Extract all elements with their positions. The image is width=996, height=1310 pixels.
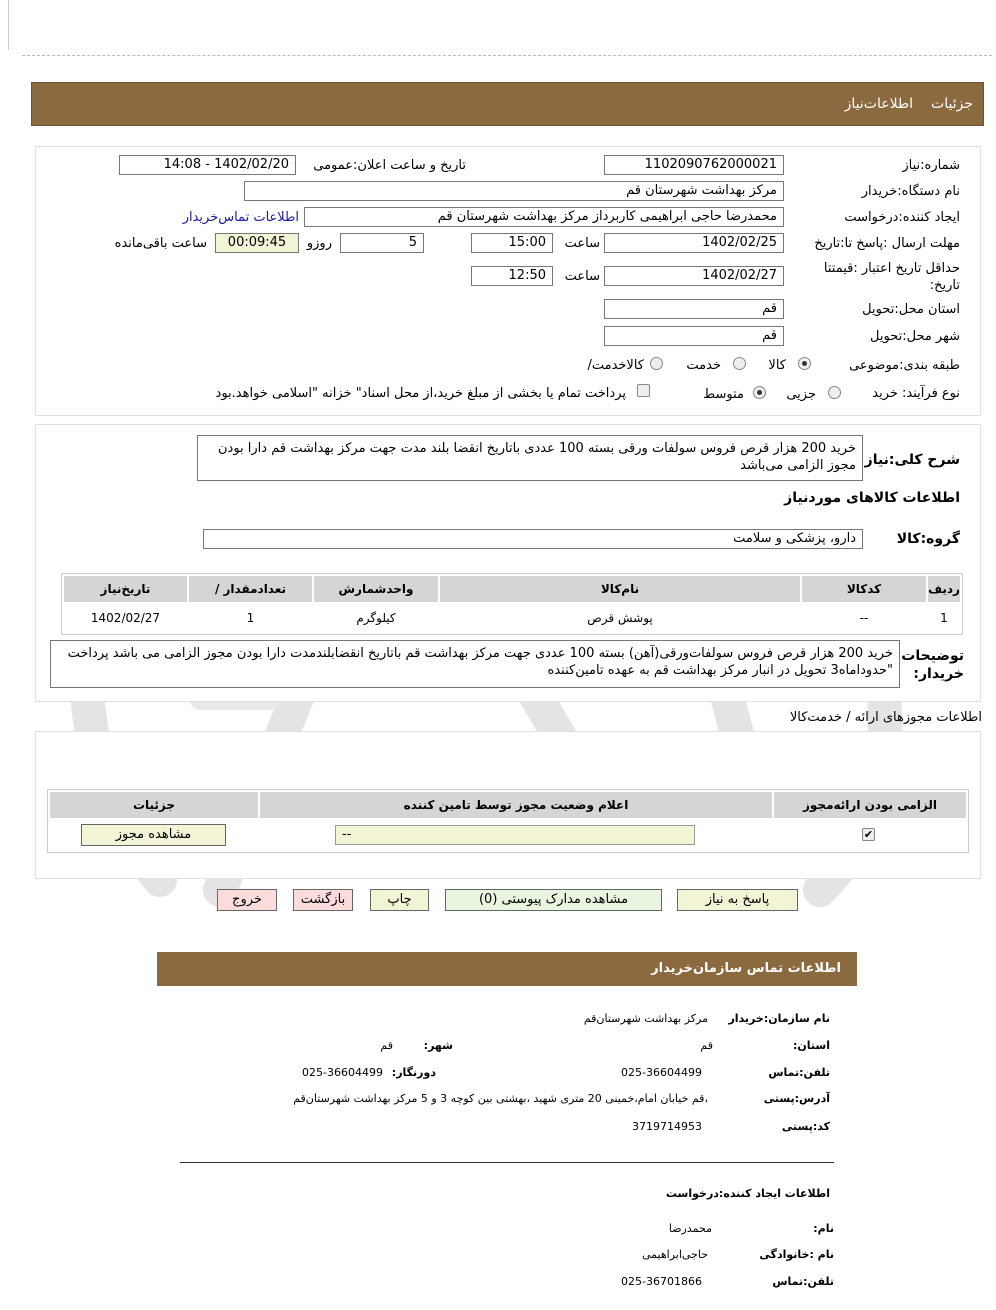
creator-name-value: محمدرضا bbox=[668, 1222, 712, 1235]
view-permit-button[interactable]: مشاهده مجوز bbox=[81, 824, 226, 846]
permit-required-checkbox: ✔ bbox=[863, 828, 874, 841]
validity-label-1: حداقل تاریخ اعتبار :قیمتتا bbox=[823, 261, 960, 276]
buyer-label: نام دستگاه:خریدار bbox=[861, 184, 960, 199]
creator-field: محمدرضا حاجی ابراهیمی کاربرداز مرکز بهداشت شهرستان قم bbox=[304, 207, 784, 227]
payment-checkbox[interactable] bbox=[637, 384, 650, 397]
cell-unit: کیلوگرم bbox=[356, 611, 396, 625]
print-button[interactable]: چاپ bbox=[370, 889, 429, 911]
process-medium-label: متوسط bbox=[703, 387, 744, 402]
creator-name-label: :نام bbox=[813, 1222, 834, 1235]
attachments-button[interactable]: مشاهده مدارک پیوستی (0) bbox=[445, 889, 662, 911]
tab-need-info[interactable]: اطلاعات‌نیاز bbox=[844, 96, 913, 112]
contact-fax-value: 025-36604499 bbox=[302, 1066, 383, 1079]
contact-postal-value: 3719714953 bbox=[632, 1120, 702, 1133]
summary-box: خرید 200 هزار قرص فروس سولفات ورقی بسته 100 عددی باتاریخ انقضا بلند مدت جهت مرکز بهداشت قم دارا بودن مجوز الزامی می‌باشد bbox=[197, 435, 863, 481]
announce-field: 1402/02/20 - 14:08 bbox=[119, 155, 296, 175]
header-bar bbox=[31, 82, 984, 126]
creator-family-value: حاجی‌ابراهیمی bbox=[641, 1248, 708, 1261]
contact-address-value: ،قم خیابان امام،خمینی 20 متری شهید ،بهشتی بین کوچه 3 و 5 مرکز بهداشت شهرستان‌قم bbox=[293, 1092, 708, 1105]
deadline-time-field: 15:00 bbox=[471, 233, 553, 253]
contact-phone-label: تلفن:تماس bbox=[768, 1066, 830, 1079]
category-service-radio[interactable] bbox=[733, 357, 746, 370]
group-field: دارو، پزشکی و سلامت bbox=[203, 529, 863, 549]
deadline-label: مهلت ارسال :پاسخ تا:تاریخ bbox=[814, 236, 960, 251]
col-permit-required: الزامی بودن ارائه‌مجوز bbox=[774, 792, 966, 818]
city-label: شهر محل:تحویل bbox=[870, 329, 960, 344]
col-qty: / تعدادمقدار bbox=[189, 576, 312, 602]
goods-info-title: اطلاعات کالاهای موردنیاز bbox=[784, 490, 960, 506]
permit-status-field: -- bbox=[335, 825, 695, 845]
category-service-label: خدمت bbox=[686, 358, 721, 373]
creator-label: ایجاد کننده:درخواست bbox=[844, 210, 960, 225]
creator-info-title: اطلاعات ایجاد کننده:درخواست bbox=[665, 1187, 830, 1200]
process-minor-label: جزیی bbox=[786, 387, 816, 402]
contact-city-value: قم bbox=[380, 1039, 393, 1052]
cell-row: 1 bbox=[940, 611, 948, 625]
top-separator bbox=[22, 55, 992, 56]
group-label: گروه:کالا bbox=[896, 531, 960, 547]
back-button[interactable]: بازگشت bbox=[293, 889, 353, 911]
summary-label: شرح کلی:نیاز bbox=[864, 452, 960, 468]
days-field: 5 bbox=[340, 233, 424, 253]
contact-phone-value: 025-36604499 bbox=[621, 1066, 702, 1079]
contact-city-label: :شهر bbox=[423, 1039, 453, 1052]
announce-label: تاریخ و ساعت اعلان:عمومی bbox=[313, 158, 466, 173]
col-permit-details: جزئیات bbox=[50, 792, 258, 818]
deadline-time-label: ساعت bbox=[564, 236, 600, 251]
deadline-date-field: 1402/02/25 bbox=[604, 233, 784, 253]
goods-table bbox=[61, 573, 963, 635]
cell-qty: 1 bbox=[246, 611, 255, 625]
contact-divider bbox=[180, 1162, 834, 1163]
remaining-time-field: 00:09:45 bbox=[215, 233, 299, 253]
contact-address-label: آدرس:پستی bbox=[763, 1092, 830, 1105]
validity-date-field: 1402/02/27 bbox=[604, 266, 784, 286]
creator-family-label: نام :خانوادگی bbox=[759, 1248, 834, 1261]
contact-fax-label: :دورنگار bbox=[391, 1066, 436, 1079]
left-rule bbox=[8, 0, 9, 50]
contact-bar-title: اطلاعات تماس سازمان‌خریدار bbox=[651, 961, 841, 976]
creator-phone-value: 025-36701866 bbox=[621, 1275, 702, 1288]
city-field: قم bbox=[604, 326, 784, 346]
validity-time-label: ساعت bbox=[564, 269, 600, 284]
process-medium-radio[interactable] bbox=[753, 386, 766, 399]
tab-details[interactable]: جزئیات bbox=[931, 96, 973, 112]
payment-note: پرداخت تمام یا بخشی از مبلغ خرید،از محل اسناد" خزانه "اسلامی خواهد.بود bbox=[215, 386, 626, 401]
permits-title: اطلاعات مجوزهای ارائه / خدمت‌کالا bbox=[789, 710, 982, 725]
category-goods-radio[interactable] bbox=[798, 357, 811, 370]
cell-code: -- bbox=[859, 611, 869, 625]
col-name: نام‌کالا bbox=[440, 576, 800, 602]
contact-bar bbox=[157, 952, 857, 986]
province-label: استان محل:تحویل bbox=[862, 302, 960, 317]
buyer-notes-label-1: توضیحات bbox=[901, 648, 964, 664]
buyer-notes-label-2: :خریدار bbox=[913, 666, 964, 682]
col-unit: واحدشمارش bbox=[314, 576, 438, 602]
col-row: ردیف bbox=[928, 576, 960, 602]
days-label: روزو bbox=[306, 236, 332, 251]
col-code: کدکالا bbox=[802, 576, 926, 602]
org-value: مرکز بهداشت شهرستان‌قم bbox=[583, 1012, 708, 1025]
category-label: طبقه بندی:موضوعی bbox=[849, 358, 960, 373]
need-number-field: 1102090762000021 bbox=[604, 155, 784, 175]
need-number-label: شماره:نیاز bbox=[902, 158, 960, 173]
buyer-field: مرکز بهداشت شهرستان قم bbox=[244, 181, 784, 201]
creator-phone-label: تلفن:تماس bbox=[772, 1275, 834, 1288]
validity-time-field: 12:50 bbox=[471, 266, 553, 286]
org-label: نام سازمان:خریدار bbox=[728, 1012, 830, 1025]
category-both-label: /کالاخدمت bbox=[587, 358, 644, 373]
cell-name: پوشش قرص bbox=[587, 611, 653, 625]
buyer-notes-box: خرید 200 هزار قرص فروس سولفات‌ورقی(آهن) بسته 100 عددی جهت مرکز بهداشت قم باتاریخ انقضابلندمدت دارا بودن مجوز الزامی می باشد پرداخت "حدوداماه3 تحویل در انبار مرکز بهداشت قم به عهده تامین‌کننده bbox=[50, 640, 900, 688]
contact-postal-label: کد:پستی bbox=[781, 1120, 830, 1133]
col-permit-status: اعلام وضعیت مجوز توسط تامین کننده bbox=[260, 792, 772, 818]
reply-button[interactable]: پاسخ به نیاز bbox=[677, 889, 798, 911]
validity-label-2: :تاریخ bbox=[929, 278, 960, 293]
process-label: نوع فرآیند: خرید bbox=[872, 386, 960, 401]
category-goods-label: کالا bbox=[768, 358, 786, 373]
cell-date: 1402/02/27 bbox=[90, 611, 161, 625]
col-date: تاریخ‌نیاز bbox=[64, 576, 187, 602]
buyer-contact-link[interactable]: اطلاعات تماس‌خریدار bbox=[182, 210, 299, 225]
permits-table bbox=[47, 789, 969, 853]
remaining-label: ساعت باقی‌مانده bbox=[114, 236, 207, 251]
province-field: قم bbox=[604, 299, 784, 319]
category-both-radio[interactable] bbox=[650, 357, 663, 370]
contact-province-label: :استان bbox=[792, 1039, 830, 1052]
contact-province-value: قم bbox=[700, 1039, 713, 1052]
process-minor-radio[interactable] bbox=[828, 386, 841, 399]
exit-button[interactable]: خروج bbox=[217, 889, 277, 911]
